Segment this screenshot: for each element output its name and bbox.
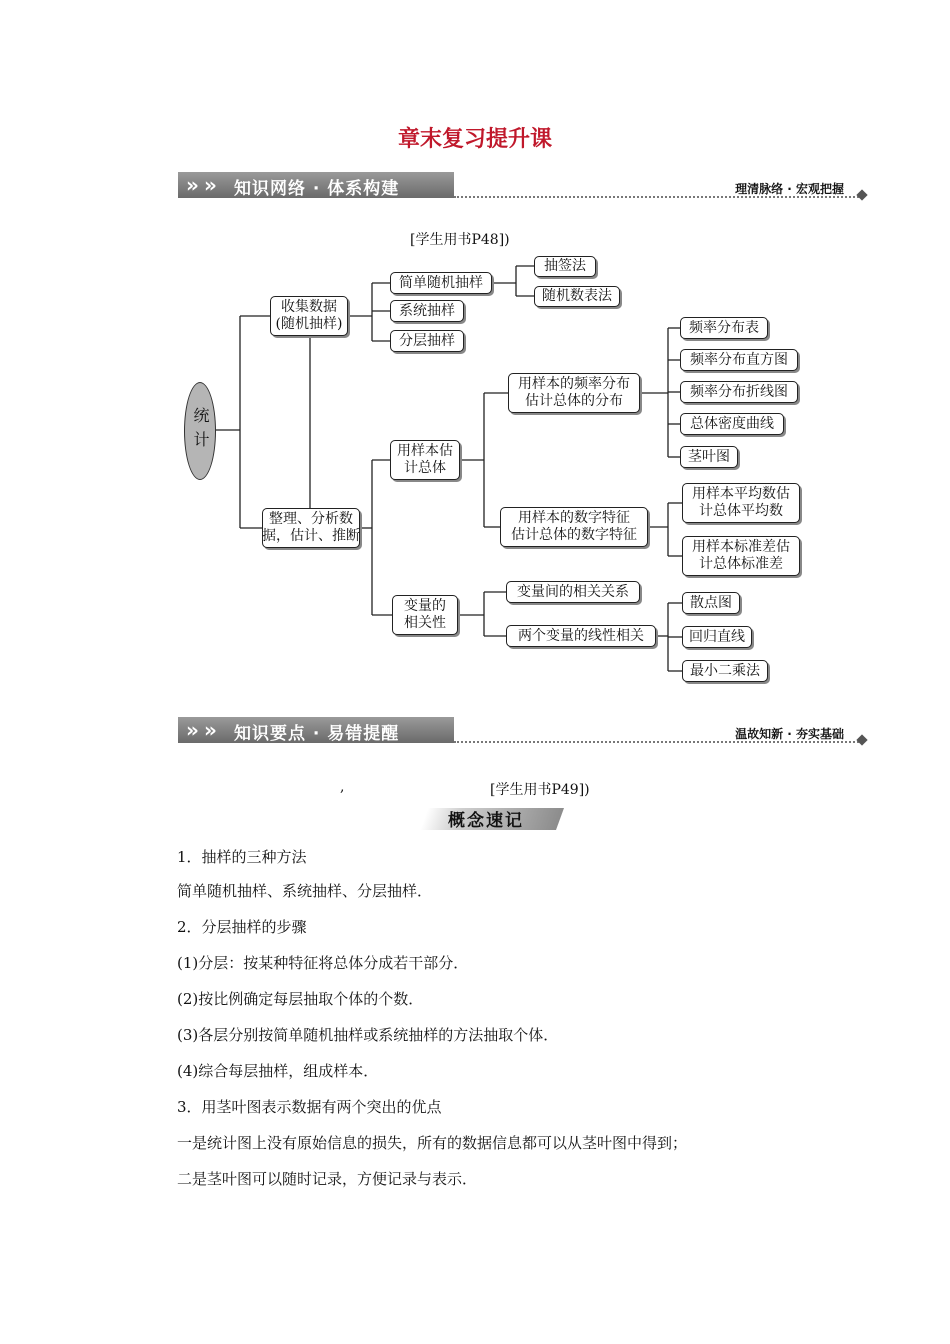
node-frequency-table: 频率分布表 (680, 317, 768, 339)
node-stratified-sampling: 分层抽样 (390, 330, 464, 352)
chevron-right-icon: » (204, 718, 217, 742)
node-systematic-sampling: 系统抽样 (390, 300, 464, 322)
node-numerical-features: 用样本的数字特征 估计总体的数字特征 (500, 507, 648, 547)
section-banner-key-points (178, 717, 868, 745)
page-reference: [学生用书P49]) (490, 782, 590, 798)
paragraph: 简单随机抽样、系统抽样、分层抽样． (177, 882, 433, 900)
paragraph: (3)各层分别按简单随机抽样或系统抽样的方法抽取个体． (177, 1026, 559, 1044)
node-organize-analyze: 整理、分析数 据，估计、推断 (262, 508, 360, 548)
paragraph: 二是茎叶图可以随时记录，方便记录与表示． (177, 1170, 478, 1188)
node-frequency-polygon: 频率分布折线图 (680, 381, 798, 403)
subheading-label: 概念速记 (448, 811, 524, 831)
chevron-right-icon: » (186, 173, 199, 197)
paragraph: 3．用茎叶图表示数据有两个突出的优点 (177, 1098, 442, 1116)
paragraph: 一是统计图上没有原始信息的损失，所有的数据信息都可以从茎叶图中得到； (177, 1134, 688, 1152)
banner-tag: 温故知新 · 夯实基础 (735, 727, 844, 741)
chevron-right-icon: » (204, 173, 217, 197)
node-collect-data: 收集数据 (随机抽样) (270, 296, 348, 336)
node-correlation: 变量的 相关性 (392, 595, 458, 635)
paragraph: 2．分层抽样的步骤 (177, 918, 307, 936)
node-sample-mean: 用样本平均数估 计总体平均数 (682, 483, 800, 523)
node-linear-correlation: 两个变量的线性相关 (506, 625, 656, 647)
paragraph: (2)按比例确定每层抽取个体的个数． (177, 990, 424, 1008)
paragraph: (4)综合每层抽样，组成样本． (177, 1062, 379, 1080)
node-variable-relation: 变量间的相关关系 (506, 581, 640, 603)
node-regression-line: 回归直线 (682, 626, 752, 648)
node-lottery-method: 抽签法 (534, 256, 596, 277)
page-title: 章末复习提升课 (397, 127, 552, 152)
node-frequency-histogram: 频率分布直方图 (680, 349, 798, 371)
node-statistics: 统计 (184, 382, 216, 480)
node-scatter-plot: 散点图 (682, 592, 740, 614)
node-density-curve: 总体密度曲线 (680, 413, 784, 435)
page-reference: [学生用书P48]) (410, 232, 510, 248)
concept-subheading (424, 804, 560, 832)
diamond-icon (856, 734, 867, 745)
chevron-right-icon: » (186, 718, 199, 742)
banner-label: 知识网络 · 体系构建 (234, 179, 400, 199)
node-simple-random-sampling: 简单随机抽样 (390, 272, 492, 294)
banner-tag: 理清脉络 · 宏观把握 (735, 182, 844, 196)
node-sample-estimate: 用样本估 计总体 (390, 440, 460, 480)
node-random-number-table: 随机数表法 (534, 286, 620, 307)
paragraph: (1)分层：按某种特征将总体分成若干部分． (177, 954, 469, 972)
banner-label: 知识要点 · 易错提醒 (234, 724, 400, 744)
node-sample-std: 用样本标准差估 计总体标准差 (682, 536, 800, 576)
node-stem-leaf: 茎叶图 (680, 446, 738, 468)
node-frequency-distribution: 用样本的频率分布 估计总体的分布 (508, 373, 640, 413)
paragraph: 1．抽样的三种方法 (177, 848, 307, 866)
stray-comma: , (340, 779, 345, 795)
node-least-squares: 最小二乘法 (682, 660, 768, 682)
